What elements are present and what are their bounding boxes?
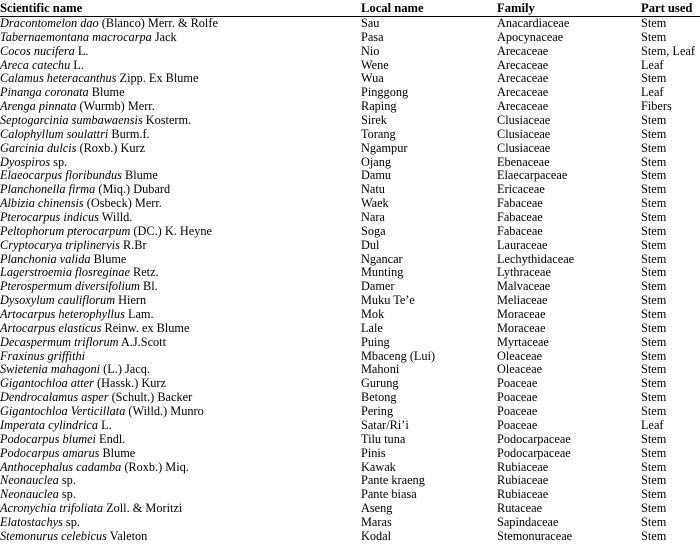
family-cell: Meliaceae (497, 293, 548, 308)
part-used-cell: Stem (641, 459, 667, 474)
table-row (0, 197, 700, 211)
table-row (0, 474, 700, 488)
scientific-name-cell (0, 419, 112, 433)
table-row (0, 169, 700, 183)
scientific-name-cell (0, 488, 76, 502)
part-used-cell: Stem (641, 210, 667, 225)
family-cell: Poaceae (497, 376, 538, 391)
local-name-cell: Puing (361, 334, 390, 349)
part-used-cell: Leaf (641, 417, 664, 432)
local-name-cell: Damer (361, 279, 395, 294)
header-local-name: Local name (361, 1, 424, 15)
species-author: (Wurmb) Merr. (76, 99, 155, 114)
scientific-name-cell (0, 72, 198, 86)
scientific-name-cell (0, 86, 125, 100)
species-author: (Roxb.) Miq. (121, 459, 189, 474)
part-used-cell: Stem (641, 168, 667, 183)
table-row (0, 461, 700, 475)
species-name: Dysoxylum cauliflorum (0, 293, 116, 308)
species-name: Cocos nucifera (0, 43, 75, 58)
local-name-cell: Pante kraeng (361, 473, 425, 488)
scientific-name-cell (0, 169, 158, 183)
table-row (0, 183, 700, 197)
part-used-cell: Stem (641, 348, 667, 363)
table-row (0, 59, 700, 73)
part-used-cell: Stem (641, 196, 667, 211)
scientific-name-cell (0, 461, 189, 475)
species-author: (Blanco) Merr. & Rolfe (98, 16, 218, 30)
species-name: Septogarcinia sumbawaensis (0, 113, 143, 128)
scientific-name-cell (0, 308, 154, 322)
species-name: Neonauclea (0, 487, 59, 502)
table-row (0, 86, 700, 100)
species-name: Podocarpus blumei (0, 431, 96, 446)
table-row (0, 114, 700, 128)
local-name-cell: Dul (361, 237, 380, 252)
scientific-name-cell (0, 363, 150, 377)
local-name-cell: Sirek (361, 113, 387, 128)
scientific-name-cell (0, 266, 159, 280)
part-used-cell: Stem (641, 71, 667, 86)
part-used-cell: Stem (641, 265, 667, 280)
species-name: Calophyllum soulattri (0, 126, 109, 141)
family-cell: Poaceae (497, 417, 538, 432)
species-author: L. (70, 57, 84, 72)
table-row (0, 308, 700, 322)
local-name-cell: Nara (361, 210, 385, 225)
table-row (0, 128, 700, 142)
species-author: L. (98, 417, 112, 432)
family-cell: Oleaceae (497, 362, 543, 377)
species-name: Artocarpus elasticus (0, 320, 102, 335)
species-author: (Osbeck) Merr. (83, 196, 162, 211)
species-author: Jack (151, 29, 177, 44)
local-name-cell: Muku Te’e (361, 293, 415, 308)
table-row (0, 363, 700, 377)
species-name: Gigantochloa atter (0, 376, 94, 391)
species-name: Pinanga coronata (0, 85, 89, 100)
species-author: Zoll. & Moritzi (103, 501, 183, 516)
species-name: Stemonurus celebicus (0, 528, 107, 543)
family-cell: Malvaceae (497, 279, 551, 294)
species-name: Elatostachys (0, 514, 63, 529)
part-used-cell: Stem (641, 113, 667, 128)
table-row (0, 156, 700, 170)
scientific-name-cell (0, 253, 126, 267)
part-used-cell: Stem (641, 237, 667, 252)
table-row (0, 350, 700, 364)
species-author: (Hassk.) Kurz (93, 376, 166, 391)
part-used-cell: Stem (641, 362, 667, 377)
species-author: Kosterm. (142, 113, 192, 128)
local-name-cell: Pinggong (361, 85, 409, 100)
local-name-cell: Mbaceng (Lui) (361, 348, 436, 363)
part-used-cell: Stem (641, 251, 667, 266)
part-used-cell: Fibers (641, 99, 672, 114)
table-row (0, 377, 700, 391)
scientific-name-cell (0, 377, 166, 391)
species-author: Blume (121, 168, 158, 183)
header-family: Family (497, 1, 535, 15)
scientific-name-cell (0, 391, 192, 405)
local-name-cell: Pasa (361, 29, 384, 44)
species-name: Planchonia valida (0, 251, 91, 266)
table-row (0, 239, 700, 253)
table-header (0, 0, 700, 16)
part-used-cell: Stem (641, 334, 667, 349)
species-name: Elaeocarpus floribundus (0, 168, 122, 183)
species-author: (L.) Jacq. (100, 362, 150, 377)
scientific-name-cell (0, 474, 76, 488)
scientific-name-cell (0, 197, 162, 211)
family-cell: Lauraceae (497, 237, 548, 252)
local-name-cell: Satar/Ri’i (361, 417, 409, 432)
table-row (0, 45, 700, 59)
species-name: Areca catechu (0, 57, 71, 72)
species-author: Reinw. ex Blume (101, 320, 190, 335)
species-name: Garcinia dulcis (0, 140, 77, 155)
species-name: Acronychia trifoliata (0, 501, 104, 516)
part-used-cell: Stem (641, 279, 667, 294)
scientific-name-cell (0, 502, 182, 516)
species-name: Pterocarpus indicus (0, 210, 99, 225)
part-used-cell: Stem, Leaf (641, 43, 695, 58)
family-cell: Anacardiaceae (497, 16, 570, 30)
scientific-name-cell (0, 405, 204, 419)
table-row (0, 294, 700, 308)
local-name-cell: Sau (361, 16, 380, 30)
part-used-cell: Stem (641, 126, 667, 141)
table-row (0, 100, 700, 114)
part-used-cell: Leaf (641, 57, 664, 72)
part-used-cell: Stem (641, 487, 667, 502)
species-author: Zipp. Ex Blume (116, 71, 199, 86)
family-cell: Podocarpaceae (497, 445, 571, 460)
species-name: Lagerstroemia flosreginae (0, 265, 130, 280)
scientific-name-cell (0, 183, 170, 197)
family-cell: Ebenaceae (497, 154, 550, 169)
family-cell: Arecaceae (497, 43, 549, 58)
local-name-cell: Mok (361, 307, 385, 322)
family-cell: Poaceae (497, 390, 538, 405)
local-name-cell: Tilu tuna (361, 431, 406, 446)
table-row (0, 391, 700, 405)
local-name-cell: Ngancar (361, 251, 403, 266)
table-body (0, 17, 700, 544)
table-row (0, 72, 700, 86)
scientific-name-cell (0, 433, 125, 447)
table-row (0, 419, 700, 433)
scientific-name-cell (0, 156, 67, 170)
part-used-cell: Stem (641, 514, 667, 529)
species-author: (Roxb.) Kurz (76, 140, 146, 155)
local-name-cell: Maras (361, 514, 392, 529)
family-cell: Myrtaceae (497, 334, 549, 349)
scientific-name-cell (0, 350, 85, 364)
species-name: Tabernaemontana macrocarpa (0, 29, 152, 44)
species-author: sp. (50, 154, 68, 169)
part-used-cell: Stem (641, 320, 667, 335)
family-cell: Arecaceae (497, 85, 549, 100)
local-name-cell: Waek (361, 196, 389, 211)
family-cell: Arecaceae (497, 57, 549, 72)
family-cell: Rubiaceae (497, 459, 549, 474)
species-name: Anthocephalus cadamba (0, 459, 122, 474)
part-used-cell: Stem (641, 473, 667, 488)
species-name: Swietenia mahagoni (0, 362, 101, 377)
part-used-cell: Stem (641, 223, 667, 238)
scientific-name-cell (0, 128, 150, 142)
local-name-cell: Torang (361, 126, 396, 141)
species-author: Burm.f. (108, 126, 150, 141)
local-name-cell: Nio (361, 43, 380, 58)
part-used-cell: Stem (641, 528, 667, 543)
part-used-cell: Stem (641, 182, 667, 197)
species-author: Lam. (124, 307, 154, 322)
family-cell: Oleaceae (497, 348, 543, 363)
table-row (0, 225, 700, 239)
local-name-cell: Gurung (361, 376, 399, 391)
species-author: (Miq.) Dubard (95, 182, 171, 197)
scientific-name-cell (0, 114, 191, 128)
local-name-cell: Munting (361, 265, 404, 280)
family-cell: Sapindaceae (497, 514, 559, 529)
header-part-used: Part used (641, 1, 693, 15)
family-cell: Stemonuraceae (497, 528, 573, 543)
scientific-name-cell (0, 59, 84, 73)
part-used-cell: Stem (641, 154, 667, 169)
local-name-cell: Raping (361, 99, 397, 114)
species-author: Willd. (98, 210, 133, 225)
family-cell: Fabaceae (497, 196, 543, 211)
scientific-name-cell (0, 225, 212, 239)
scientific-name-cell (0, 322, 189, 336)
species-author: Endl. (95, 431, 126, 446)
species-name: Artocarpus heterophyllus (0, 307, 125, 322)
local-name-cell: Pering (361, 404, 394, 419)
local-name-cell: Soga (361, 223, 386, 238)
species-author: R.Br (119, 237, 147, 252)
local-name-cell: Ojang (361, 154, 392, 169)
table-row (0, 280, 700, 294)
local-name-cell: Pinis (361, 445, 386, 460)
local-name-cell: Natu (361, 182, 385, 197)
family-cell: Elaecarpaceae (497, 168, 568, 183)
species-name: Peltophorum pterocarpum (0, 223, 131, 238)
species-author: Retz. (129, 265, 159, 280)
local-name-cell: Pante biasa (361, 487, 417, 502)
species-author: sp. (58, 487, 76, 502)
species-author: Blume (90, 251, 127, 266)
family-cell: Clusiaceae (497, 140, 551, 155)
family-cell: Fabaceae (497, 210, 543, 225)
family-cell: Rutaceae (497, 501, 543, 516)
species-name: Fraxinus griffithi (0, 348, 86, 363)
family-cell: Moraceae (497, 320, 546, 335)
part-used-cell: Stem (641, 390, 667, 405)
family-cell: Fabaceae (497, 223, 543, 238)
scientific-name-cell (0, 100, 155, 114)
scientific-name-cell (0, 45, 88, 59)
local-name-cell: Ngampur (361, 140, 408, 155)
species-name: Planchonella firma (0, 182, 96, 197)
family-cell: Ericaceae (497, 182, 545, 197)
part-used-cell: Leaf (641, 85, 664, 100)
table-row (0, 266, 700, 280)
scientific-name-cell (0, 211, 132, 225)
table-row (0, 488, 700, 502)
local-name-cell: Lale (361, 320, 383, 335)
local-name-cell: Kodal (361, 528, 392, 543)
local-name-cell: Mahoni (361, 362, 400, 377)
family-cell: Rubiaceae (497, 473, 549, 488)
scientific-name-cell (0, 294, 146, 308)
family-cell: Rubiaceae (497, 487, 549, 502)
species-name: Dracontomelon dao (0, 16, 99, 30)
local-name-cell: Kawak (361, 459, 396, 474)
table-row (0, 17, 700, 31)
part-used-cell: Stem (641, 293, 667, 308)
local-name-cell: Wua (361, 71, 384, 86)
species-name: Albizia chinensis (0, 196, 84, 211)
species-author: (Willd.) Munro (125, 404, 204, 419)
table-row (0, 31, 700, 45)
table-row (0, 502, 700, 516)
species-author: Blume (99, 445, 136, 460)
scientific-name-cell (0, 17, 218, 31)
scientific-name-cell (0, 447, 135, 461)
species-name: Calamus heteracanthus (0, 71, 117, 86)
species-author: Blume (88, 85, 125, 100)
scientific-name-cell (0, 336, 166, 350)
species-author: sp. (58, 473, 76, 488)
family-cell: Podocarpaceae (497, 431, 571, 446)
family-cell: Arecaceae (497, 71, 549, 86)
scientific-name-cell (0, 280, 158, 294)
table-row (0, 322, 700, 336)
table-row (0, 336, 700, 350)
species-name: Neonauclea (0, 473, 59, 488)
part-used-cell: Stem (641, 16, 667, 30)
scientific-name-cell (0, 142, 145, 156)
table-row (0, 447, 700, 461)
species-name: Imperata cylindrica (0, 417, 99, 432)
species-author: A.J.Scott (118, 334, 167, 349)
species-name: Pterospermum diversifolium (0, 279, 140, 294)
species-author: L. (74, 43, 89, 58)
species-author: sp. (62, 514, 80, 529)
family-cell: Poaceae (497, 404, 538, 419)
family-cell: Lechythidaceae (497, 251, 575, 266)
table-row (0, 405, 700, 419)
part-used-cell: Stem (641, 140, 667, 155)
species-name: Podocarpus amarus (0, 445, 100, 460)
part-used-cell: Stem (641, 445, 667, 460)
table-row (0, 211, 700, 225)
local-name-cell: Wene (361, 57, 389, 72)
local-name-cell: Damu (361, 168, 392, 183)
header-scientific-name: Scientific name (0, 1, 83, 15)
family-cell: Apocynaceae (497, 29, 564, 44)
species-name: Arenga pinnata (0, 99, 77, 114)
local-name-cell: Aseng (361, 501, 393, 516)
scientific-name-cell (0, 31, 177, 45)
part-used-cell: Stem (641, 307, 667, 322)
part-used-cell: Stem (641, 376, 667, 391)
family-cell: Moraceae (497, 307, 546, 322)
part-used-cell: Stem (641, 29, 667, 44)
species-name: Cryptocarya triplinervis (0, 237, 120, 252)
species-author: Hiern (115, 293, 147, 308)
species-name: Gigantochloa Verticillata (0, 404, 126, 419)
scientific-name-cell (0, 516, 80, 530)
species-author: Bl. (139, 279, 158, 294)
table-row (0, 253, 700, 267)
table-row (0, 516, 700, 530)
species-name: Dendrocalamus asper (0, 390, 109, 405)
table-row (0, 433, 700, 447)
scientific-name-cell (0, 239, 147, 253)
part-used-cell: Stem (641, 501, 667, 516)
species-name: Dyospiros (0, 154, 51, 169)
species-author: Valeton (106, 528, 148, 543)
part-used-cell: Stem (641, 431, 667, 446)
family-cell: Arecaceae (497, 99, 549, 114)
family-cell: Lythraceae (497, 265, 551, 280)
species-author: (Schult.) Backer (108, 390, 193, 405)
family-cell: Clusiaceae (497, 113, 551, 128)
table-row (0, 142, 700, 156)
species-name: Decaspermum triflorum (0, 334, 119, 349)
part-used-cell: Stem (641, 404, 667, 419)
family-cell: Clusiaceae (497, 126, 551, 141)
species-author: (DC.) K. Heyne (130, 223, 212, 238)
local-name-cell: Betong (361, 390, 397, 405)
